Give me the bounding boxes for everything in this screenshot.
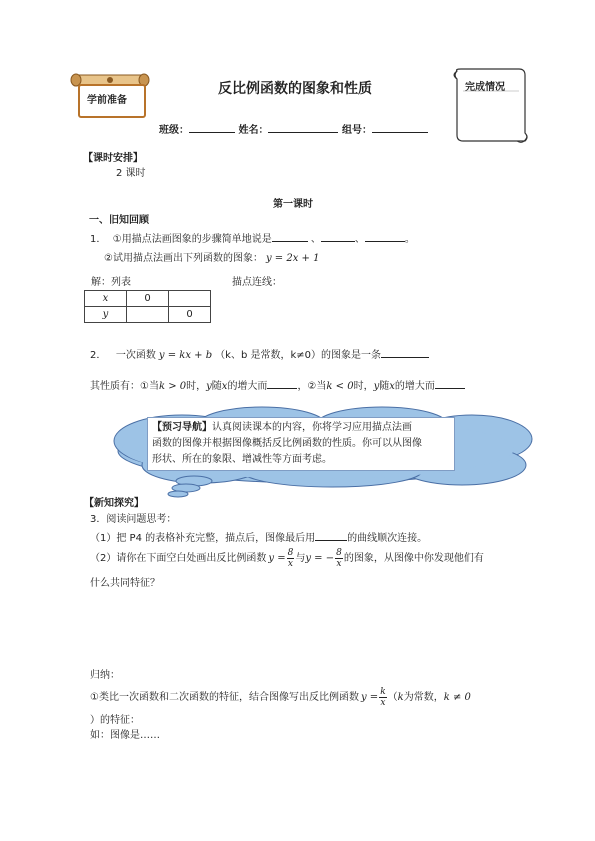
- question-1: 1． ①用描点法画图象的步骤简单地说是 、 、 。: [90, 231, 415, 246]
- fraction-8-over-x: $\frac{8}{x}$: [287, 547, 294, 569]
- review-heading: 一、旧知回顾: [89, 215, 149, 226]
- completion-badge-label: 完成情况: [465, 82, 505, 93]
- summary-label: 归纳：: [90, 670, 120, 681]
- class-field[interactable]: [189, 122, 235, 133]
- question-3-part-2-cont: 什么共同特征？: [90, 578, 160, 589]
- formula-linear: y = 2x + 1: [265, 253, 320, 264]
- plot-label: 描点连线：: [232, 277, 282, 288]
- table-cell[interactable]: [169, 291, 211, 307]
- preview-line-3: 形状、所在的象限、增减性等方面考虑。: [152, 454, 332, 465]
- question-2: 2． 一次函数 y = kx + b （k、b 是常数，k≠0）的图象是一条: [90, 347, 429, 362]
- completion-badge: [449, 65, 533, 145]
- preview-line-2: 函数的图像并根据图像概括反比例函数的性质。你可以从图像: [152, 438, 422, 449]
- question-1b: ②试用描点法画出下列函数的图象： y = 2x + 1: [104, 253, 320, 264]
- question-3: 3．阅读问题思考：: [90, 514, 177, 525]
- student-info-line: [159, 122, 428, 137]
- summary-example: 如：图像是……: [90, 730, 160, 741]
- explore-heading: 【新知探究】: [84, 498, 144, 509]
- summary-item-1-cont: ）的特征：: [90, 715, 140, 726]
- table-cell[interactable]: 0: [127, 291, 169, 307]
- table-cell: y: [85, 307, 127, 323]
- prep-badge-box: [78, 84, 146, 118]
- drawing-area[interactable]: [90, 595, 510, 665]
- question-3-part-1: （1）把 P4 的表格补充完整，描点后，图像最后用 的曲线顺次连接。: [90, 530, 427, 545]
- name-field[interactable]: [268, 122, 338, 133]
- name-label: 姓名：: [238, 125, 269, 136]
- prep-badge: [70, 70, 150, 120]
- table-row: [85, 291, 211, 307]
- page-title: 反比例函数的图象和性质: [218, 81, 372, 97]
- table-row: [85, 307, 211, 323]
- table-cell: x: [85, 291, 127, 307]
- lesson-title: 第一课时: [273, 199, 313, 210]
- preview-note: [147, 417, 455, 471]
- summary-item-1: ①类比一次函数和二次函数的特征，结合图像写出反比例函数 y = $\frac{k}{x}$ （k为常数，k ≠ 0: [90, 686, 471, 708]
- schedule-heading: 【课时安排】: [83, 153, 143, 164]
- formula-general-linear: y = kx + b: [158, 350, 213, 361]
- question-3-part-2: （2）请你在下面空白处画出反比例函数 y = $\frac{8}{x}$ 与y = − $\frac{8}{x}$ 的图象，从图像中你发现他们有: [90, 547, 484, 569]
- linear-properties: 其性质有：①当k > 0时，y随x的增大而 ，②当k < 0时，y随x的增大而: [90, 378, 465, 393]
- preview-line-1: 【预习导航】认真阅读课本的内容，你将学习应用描点法画: [152, 422, 412, 433]
- group-label: 组号：: [341, 125, 372, 136]
- fraction-neg-8-over-x: $\frac{8}{x}$: [336, 547, 342, 569]
- table-cell[interactable]: [127, 307, 169, 323]
- q1-blank-1[interactable]: [272, 231, 308, 242]
- preview-heading: 【预习导航】: [152, 422, 212, 433]
- q2-blank[interactable]: [381, 347, 429, 358]
- q1-blank-2[interactable]: [321, 231, 355, 242]
- table-cell[interactable]: 0: [169, 307, 211, 323]
- p1-blank[interactable]: [315, 530, 347, 541]
- group-field[interactable]: [372, 122, 428, 133]
- q1-blank-3[interactable]: [365, 231, 405, 242]
- prop-blank-2[interactable]: [435, 378, 465, 389]
- class-label: 班级：: [159, 125, 189, 136]
- schedule-detail: 2 课时: [116, 168, 146, 179]
- fraction-k-over-x: $\frac{k}{x}$: [380, 686, 386, 708]
- solution-label: 解：列表: [91, 277, 131, 288]
- prep-badge-label: 学前准备: [87, 95, 127, 106]
- value-table: [84, 290, 211, 323]
- prop-blank-1[interactable]: [267, 378, 297, 389]
- scroll-paper-icon: [449, 65, 533, 145]
